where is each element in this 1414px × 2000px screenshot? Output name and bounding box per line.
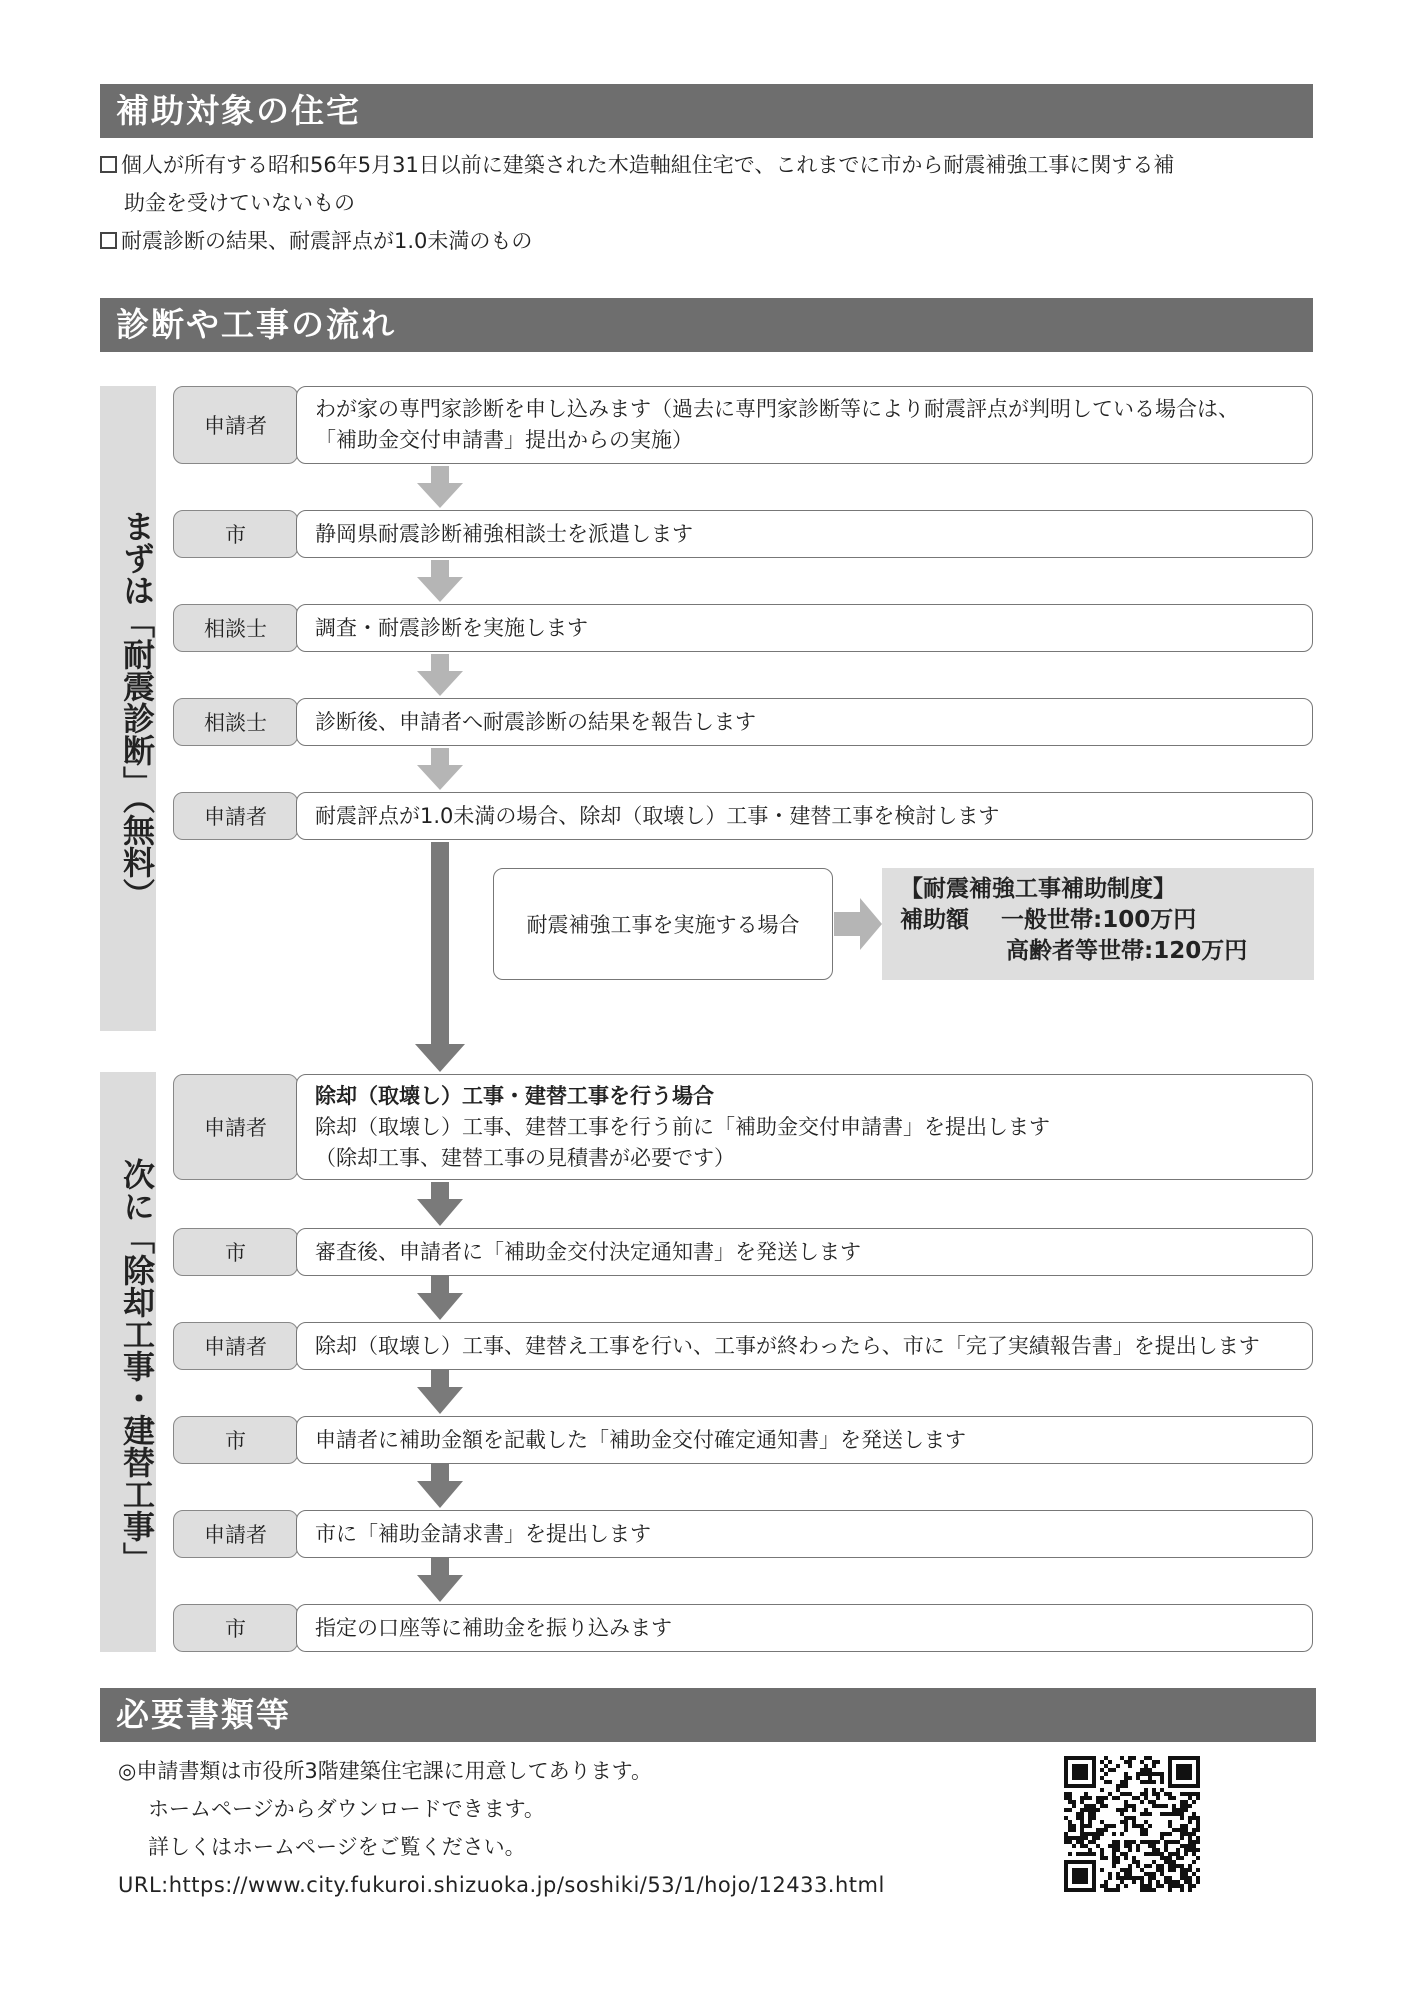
arrow-down-icon bbox=[417, 1370, 463, 1414]
arrow-down-icon bbox=[417, 748, 463, 790]
subsidy-program-title: 【耐震補強工事補助制度】 bbox=[900, 876, 1176, 902]
step5-actor: 申請者 bbox=[173, 792, 298, 840]
arrow-down-icon bbox=[417, 466, 463, 508]
step9-line1: 申請者に補助金額を記載した「補助金交付確定通知書」を発送します bbox=[315, 1427, 966, 1452]
step8-line1: 除却（取壊し）工事、建替え工事を行い、工事が終わったら、市に「完了実績報告書」を提出します bbox=[315, 1333, 1260, 1358]
step4-box bbox=[296, 698, 1313, 746]
step7-line1: 審査後、申請者に「補助金交付決定通知書」を発送します bbox=[315, 1239, 861, 1264]
checkbox-icon bbox=[100, 232, 117, 249]
step5-line1: 耐震評点が1.0未満の場合、除却（取壊し）工事・建替工事を検討します bbox=[315, 803, 1000, 828]
step1-actor: 申請者 bbox=[173, 386, 298, 464]
step6-heading: 除却（取壊し）工事・建替工事を行う場合 bbox=[315, 1083, 714, 1108]
arrow-right-icon bbox=[834, 898, 882, 950]
phase1-label: まずは「耐震診断」（無料） bbox=[118, 510, 156, 910]
step6-line1: 除却（取壊し）工事、建替工事を行う前に「補助金交付申請書」を提出します bbox=[315, 1114, 1050, 1139]
step9-box bbox=[296, 1416, 1313, 1464]
branch-condition-box: 耐震補強工事を実施する場合 bbox=[493, 868, 833, 980]
step11-box bbox=[296, 1604, 1313, 1652]
step4-line1: 診断後、申請者へ耐震診断の結果を報告します bbox=[315, 709, 756, 734]
arrow-down-icon bbox=[417, 1558, 463, 1602]
step11-actor: 市 bbox=[173, 1604, 298, 1652]
step6-box bbox=[296, 1074, 1313, 1180]
step2-line1: 静岡県耐震診断補強相談士を派遣します bbox=[315, 521, 693, 546]
step4-actor: 相談士 bbox=[173, 698, 298, 746]
section-header-flow: 診断や工事の流れ bbox=[100, 298, 1313, 352]
subsidy-amount-general: 一般世帯:100万円 bbox=[1001, 907, 1197, 933]
section-header-target: 補助対象の住宅 bbox=[100, 84, 1313, 138]
step10-line1: 市に「補助金請求書」を提出します bbox=[315, 1521, 651, 1546]
subsidy-amount-elderly: 高齢者等世帯:120万円 bbox=[1006, 938, 1248, 964]
step8-box bbox=[296, 1322, 1313, 1370]
step10-box bbox=[296, 1510, 1313, 1558]
arrow-down-icon bbox=[417, 560, 463, 602]
section-header-docs: 必要書類等 bbox=[100, 1688, 1316, 1742]
step2-box bbox=[296, 510, 1313, 558]
step11-line1: 指定の口座等に補助金を振り込みます bbox=[315, 1615, 672, 1640]
step7-actor: 市 bbox=[173, 1228, 298, 1276]
subsidy-amount-label: 補助額 bbox=[900, 907, 969, 933]
subsidy-program-box bbox=[882, 868, 1314, 980]
arrow-down-icon bbox=[417, 654, 463, 696]
step3-actor: 相談士 bbox=[173, 604, 298, 652]
arrow-down-icon bbox=[415, 842, 465, 1072]
arrow-down-icon bbox=[417, 1182, 463, 1226]
step2-actor: 市 bbox=[173, 510, 298, 558]
subsidy-amount-general-row bbox=[900, 905, 1296, 936]
step1-line2: 「補助金交付申請書」提出からの実施） bbox=[315, 428, 693, 452]
step9-actor: 市 bbox=[173, 1416, 298, 1464]
target-item-1-cont: 助金を受けていないもの bbox=[124, 191, 355, 215]
step6-actor: 申請者 bbox=[173, 1074, 298, 1180]
branch-arrow bbox=[834, 898, 882, 950]
step10-actor: 申請者 bbox=[173, 1510, 298, 1558]
step5-box bbox=[296, 792, 1313, 840]
target-item-1: 個人が所有する昭和56年5月31日以前に建築された木造軸組住宅で、これまでに市から耐震補強工事に関する補 bbox=[100, 146, 1315, 184]
docs-line2: ホームページからダウンロードできます。 bbox=[148, 1797, 545, 1821]
step8-actor: 申請者 bbox=[173, 1322, 298, 1370]
docs-url-link[interactable]: URL:https://www.city.fukuroi.shizuoka.jp/soshiki/53/1/hojo/12433.html bbox=[118, 1873, 885, 1897]
target-item-2: 耐震診断の結果、耐震評点が1.0未満のもの bbox=[100, 222, 532, 260]
arrow-down-icon bbox=[417, 1464, 463, 1508]
step7-box bbox=[296, 1228, 1313, 1276]
qr-code-icon[interactable] bbox=[1064, 1756, 1200, 1892]
step3-line1: 調査・耐震診断を実施します bbox=[315, 615, 588, 640]
docs-line3: 詳しくはホームページをご覧ください。 bbox=[148, 1835, 526, 1859]
step3-box bbox=[296, 604, 1313, 652]
phase2-label: 次に「除却工事・建替工事」 bbox=[118, 1158, 156, 1574]
step6-line2: （除却工事、建替工事の見積書が必要です） bbox=[315, 1145, 735, 1170]
checkbox-icon bbox=[100, 156, 117, 173]
phase-transition-arrow bbox=[415, 842, 465, 1072]
step1-line1: わが家の専門家診断を申し込みます（過去に専門家診断等により耐震評点が判明している場合は、 bbox=[315, 397, 1239, 421]
step1-box bbox=[296, 386, 1313, 464]
arrow-down-icon bbox=[417, 1276, 463, 1320]
docs-line1: ◎申請書類は市役所3階建築住宅課に用意してあります。 bbox=[118, 1759, 653, 1783]
